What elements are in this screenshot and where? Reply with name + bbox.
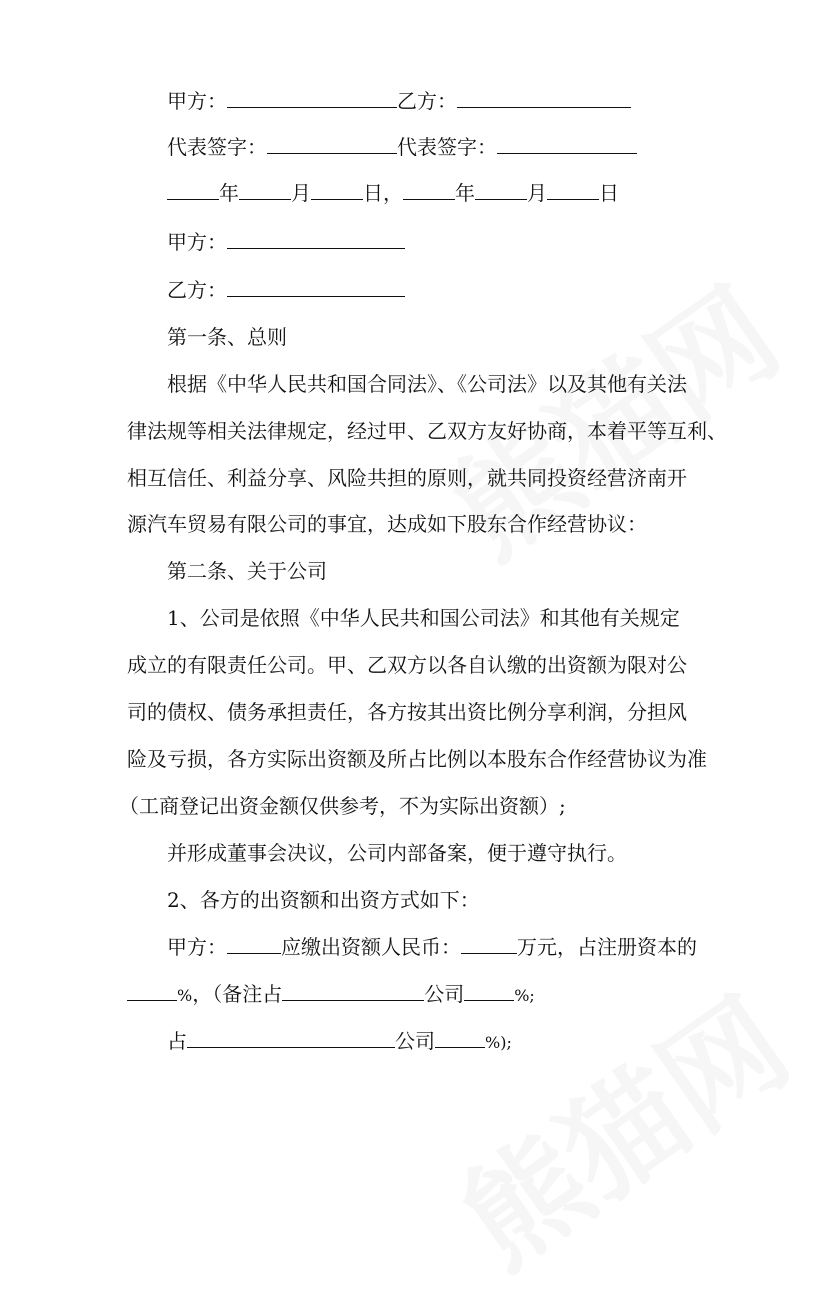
note-pct-blank[interactable]: [464, 982, 514, 1001]
zhan-pct-sign: %);: [485, 1033, 512, 1052]
month-b-blank[interactable]: [475, 181, 527, 200]
party-a-label-2: 甲方：: [167, 230, 227, 254]
year-a-label: 年: [219, 181, 239, 205]
capital-party-a-blank[interactable]: [227, 935, 281, 954]
day-b-label: 日: [599, 181, 619, 205]
year-b-blank[interactable]: [403, 181, 455, 200]
section2-title: 第二条、关于公司: [167, 559, 327, 583]
capital-share-label: 万元，占注册资本的: [517, 935, 697, 959]
month-a-blank[interactable]: [239, 181, 291, 200]
party-b-label: 乙方：: [397, 89, 457, 113]
party-b-label-2: 乙方：: [167, 278, 227, 302]
section2-para2: 并形成董事会决议，公司内部备案，便于遵守执行。: [167, 841, 627, 865]
share-pct-blank[interactable]: [127, 982, 177, 1001]
share-note-line: [127, 980, 535, 1010]
capital-party-a-label: 甲方：: [167, 935, 227, 959]
section2-para-line2: 成立的有限责任公司。甲、乙双方以各自认缴的出资额为限对公: [127, 653, 687, 677]
note-start-label: ，（备注占: [192, 982, 283, 1006]
year-a-blank[interactable]: [167, 181, 219, 200]
section1-para-line2: 律法规等相关法律规定，经过甲、乙双方友好协商，本着平等互利、: [127, 419, 727, 443]
section2-para-line5: （工商登记出资金额仅供参考，不为实际出资额）;: [119, 794, 566, 818]
party-a-blank[interactable]: [227, 89, 397, 108]
rep-sign-a-label: 代表签字：: [167, 135, 267, 159]
share-pct-sign: %: [177, 986, 193, 1005]
day-a-label: 日，: [363, 181, 403, 205]
party-a-line: [167, 228, 405, 256]
section2-para-line3: 司的债权、债务承担责任，各方按其出资比例分享利润，分担风: [127, 700, 687, 724]
month-a-label: 月: [291, 181, 311, 205]
section1-title: 第一条、总则: [167, 325, 287, 349]
date-line: [167, 179, 619, 207]
share-note-line2: [167, 1027, 512, 1057]
note-company-blank[interactable]: [282, 982, 424, 1001]
party-a-blank-2[interactable]: [227, 230, 405, 249]
party-b-blank[interactable]: [457, 89, 631, 108]
signature-parties-line: [167, 87, 631, 115]
zhan-company-blank[interactable]: [187, 1029, 395, 1048]
section1-para-line3: 相互信任、利益分享、风险共担的原则，就共同投资经营济南开: [127, 466, 687, 490]
rep-sign-b-label: 代表签字：: [397, 135, 497, 159]
party-b-line: [167, 276, 405, 304]
rep-sign-b-blank[interactable]: [497, 135, 637, 154]
zhan-label: 占: [167, 1029, 187, 1053]
section2-para-line1: 1、公司是依照《中华人民共和国公司法》和其他有关规定: [167, 606, 680, 630]
party-b-blank-2[interactable]: [227, 278, 405, 297]
day-a-blank[interactable]: [311, 181, 363, 200]
capital-amount-label: 应缴出资额人民币：: [281, 935, 461, 959]
note-pct-sign: %;: [514, 986, 535, 1005]
capital-amount-blank[interactable]: [461, 935, 517, 954]
month-b-label: 月: [527, 181, 547, 205]
zhan-pct-blank[interactable]: [435, 1029, 485, 1048]
section1-para-line4: 源汽车贸易有限公司的事宜，达成如下股东合作经营协议：: [127, 512, 647, 536]
day-b-blank[interactable]: [547, 181, 599, 200]
rep-sign-a-blank[interactable]: [267, 135, 397, 154]
section2-para3: 2、各方的出资额和出资方式如下：: [167, 888, 480, 912]
year-b-label: 年: [455, 181, 475, 205]
note-company-label: 公司: [424, 982, 465, 1006]
zhan-company-label: 公司: [395, 1029, 435, 1053]
section2-para-line4: 险及亏损，各方实际出资额及所占比例以本股东合作经营协议为准: [127, 747, 707, 771]
signature-rep-line: [167, 133, 637, 161]
section1-para-line1: 根据《中华人民共和国合同法》、《公司法》以及其他有关法: [167, 372, 687, 396]
party-a-label: 甲方：: [167, 89, 227, 113]
capital-line: [167, 933, 697, 961]
